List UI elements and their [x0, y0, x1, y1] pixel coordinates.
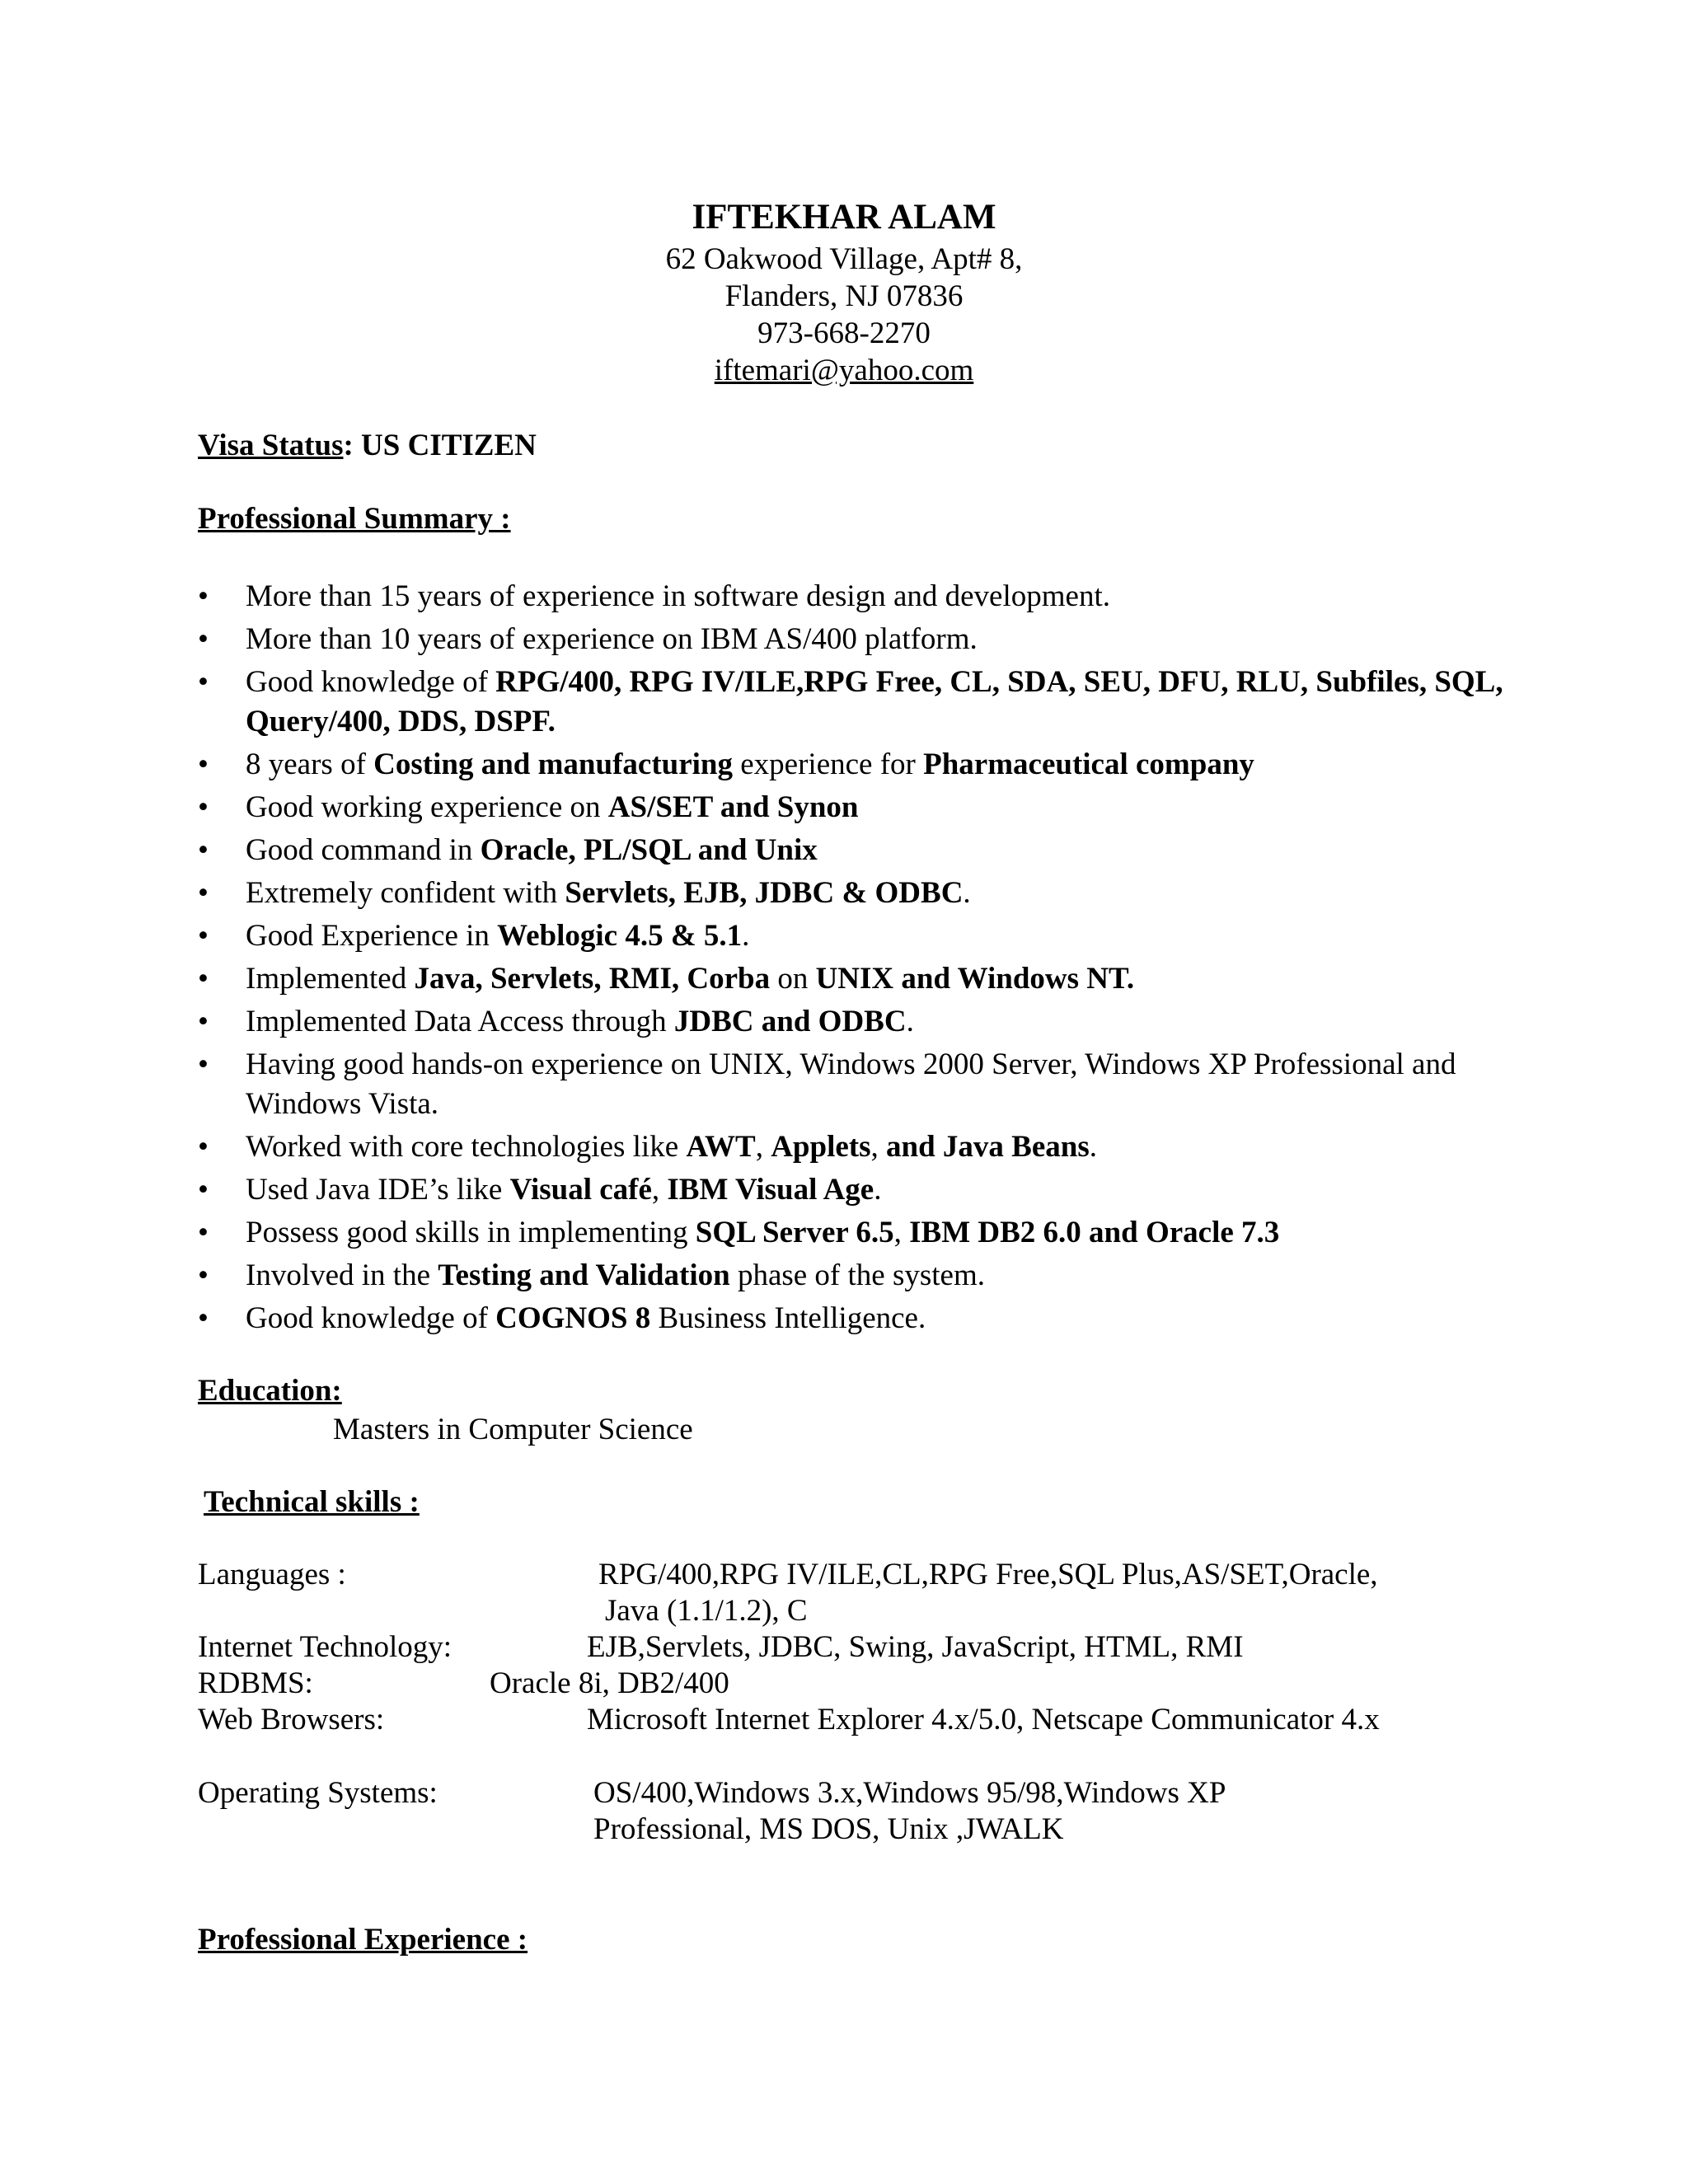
summary-item-text: on: [770, 962, 816, 996]
summary-item-text: Extremely confident with: [246, 876, 565, 910]
summary-item-text: Pharmaceutical company: [923, 748, 1254, 781]
summary-item: [198, 1170, 1558, 1210]
professional-summary-heading: Professional Summary :: [198, 502, 511, 536]
email-link[interactable]: iftemari@yahoo.com: [714, 354, 974, 387]
summary-item-text: Possess good skills in implementing: [246, 1216, 696, 1249]
summary-item-text: Used Java IDE’s like: [246, 1173, 510, 1207]
skill-label-os: Operating Systems:: [198, 1776, 438, 1810]
summary-item-text: ,: [651, 1173, 668, 1207]
summary-item-text: and Java Beans: [886, 1130, 1090, 1164]
skill-value-browsers: Microsoft Internet Explorer 4.x/5.0, Netscape Communicator 4.x: [587, 1703, 1380, 1736]
phone-number: 973-668-2270: [757, 316, 931, 350]
candidate-name: IFTEKHAR ALAM: [692, 198, 996, 237]
summary-item: [198, 620, 1558, 659]
summary-item-text: Oracle, PL/SQL and Unix: [480, 833, 818, 867]
summary-item-text: Business Intelligence.: [650, 1301, 926, 1335]
summary-item-text: Having good hands-on experience on UNIX, Windows 2000 Server, Windows XP Professional and Windows Vista.: [246, 1047, 1456, 1121]
summary-item: [198, 1127, 1558, 1167]
summary-item-text: Implemented Data Access through: [246, 1005, 674, 1038]
summary-item-text: Applets: [771, 1130, 871, 1164]
skill-value-rdbms: Oracle 8i, DB2/400: [490, 1666, 729, 1700]
summary-item-text: Weblogic 4.5 & 5.1: [497, 919, 743, 953]
summary-item: [198, 831, 1558, 870]
professional-experience-heading: Professional Experience :: [198, 1923, 528, 1957]
summary-item-text: SQL Server 6.5: [695, 1216, 894, 1249]
summary-item: [198, 874, 1558, 913]
visa-status-value: : US CITIZEN: [343, 429, 537, 462]
skill-label-languages: Languages :: [198, 1558, 346, 1591]
skill-value-languages-2: Java (1.1/1.2), C: [605, 1594, 808, 1628]
skill-label-browsers: Web Browsers:: [198, 1703, 385, 1736]
skill-label-rdbms: RDBMS:: [198, 1666, 313, 1700]
summary-item-text: Good Experience in: [246, 919, 498, 953]
summary-item-text: ,: [755, 1130, 771, 1164]
summary-item-text: AWT: [686, 1130, 756, 1164]
summary-item-text: .: [742, 919, 750, 953]
summary-item: [198, 1213, 1558, 1253]
summary-item-text: .: [906, 1005, 914, 1038]
summary-item: [198, 745, 1558, 785]
skill-value-os-1: OS/400,Windows 3.x,Windows 95/98,Windows XP: [593, 1776, 1226, 1810]
summary-item-text: Costing and manufacturing: [373, 748, 733, 781]
summary-item-text: Java, Servlets, RMI, Corba: [414, 962, 771, 996]
summary-item-text: ,: [870, 1130, 887, 1164]
summary-item-text: JDBC and ODBC: [673, 1005, 907, 1038]
visa-status-label: Visa Status: [198, 429, 344, 462]
summary-item: [198, 1256, 1558, 1296]
summary-item-text: Servlets, EJB, JDBC & ODBC: [565, 876, 964, 910]
summary-item: [198, 1002, 1558, 1042]
summary-item-text: Good knowledge of: [246, 665, 496, 699]
summary-item-text: AS/SET and Synon: [607, 790, 859, 824]
summary-item: [198, 1299, 1558, 1338]
address-line-1: 62 Oakwood Village, Apt# 8,: [665, 242, 1023, 276]
summary-item-text: Testing and Validation: [438, 1258, 730, 1292]
summary-item: [198, 788, 1558, 827]
summary-item-text: More than 10 years of experience on IBM AS/400 platform.: [246, 622, 978, 656]
summary-item-text: Good command in: [246, 833, 481, 867]
summary-item: [198, 959, 1558, 999]
summary-item-text: .: [874, 1173, 882, 1207]
summary-item-text: Good knowledge of: [246, 1301, 496, 1335]
skill-value-os-2: Professional, MS DOS, Unix ,JWALK: [593, 1812, 1064, 1846]
summary-item-text: ,: [893, 1216, 910, 1249]
professional-summary-list: [198, 577, 1558, 1342]
education-degree: Masters in Computer Science: [333, 1413, 693, 1446]
summary-item-text: More than 15 years of experience in software design and development.: [246, 579, 1110, 613]
summary-item: [198, 916, 1558, 956]
summary-item-text: 8 years of: [246, 748, 374, 781]
skill-value-internet: EJB,Servlets, JDBC, Swing, JavaScript, HTML, RMI: [587, 1630, 1244, 1664]
skill-label-internet: Internet Technology:: [198, 1630, 452, 1664]
summary-item-text: RPG/400, RPG IV/ILE,RPG Free, CL, SDA, SEU, DFU, RLU, Subfiles, SQL, Query/400, DDS, DSPF.: [246, 665, 1503, 738]
skill-value-languages-1: RPG/400,RPG IV/ILE,CL,RPG Free,SQL Plus,AS/SET,Oracle,: [598, 1558, 1378, 1591]
address-line-2: Flanders, NJ 07836: [724, 279, 964, 313]
summary-item-text: UNIX and Windows NT.: [815, 962, 1135, 996]
summary-item-text: .: [963, 876, 971, 910]
summary-item-text: IBM DB2 6.0 and Oracle 7.3: [909, 1216, 1280, 1249]
summary-item-text: experience for: [733, 748, 924, 781]
resume-header: [0, 194, 1688, 389]
visa-status: [198, 427, 537, 465]
summary-item-text: Good working experience on: [246, 790, 608, 824]
education-heading: Education:: [198, 1374, 342, 1408]
summary-item-text: .: [1089, 1130, 1097, 1164]
summary-item: [198, 577, 1558, 616]
summary-item-text: Implemented: [246, 962, 415, 996]
summary-item: [198, 1045, 1558, 1124]
summary-item-text: Visual café: [509, 1173, 652, 1207]
summary-item: [198, 663, 1558, 742]
summary-item-text: IBM Visual Age: [667, 1173, 874, 1207]
summary-item-text: Involved in the: [246, 1258, 438, 1292]
summary-item-text: COGNOS 8: [495, 1301, 651, 1335]
summary-item-text: Worked with core technologies like: [246, 1130, 687, 1164]
technical-skills-heading: Technical skills :: [204, 1485, 420, 1519]
summary-item-text: phase of the system.: [729, 1258, 985, 1292]
